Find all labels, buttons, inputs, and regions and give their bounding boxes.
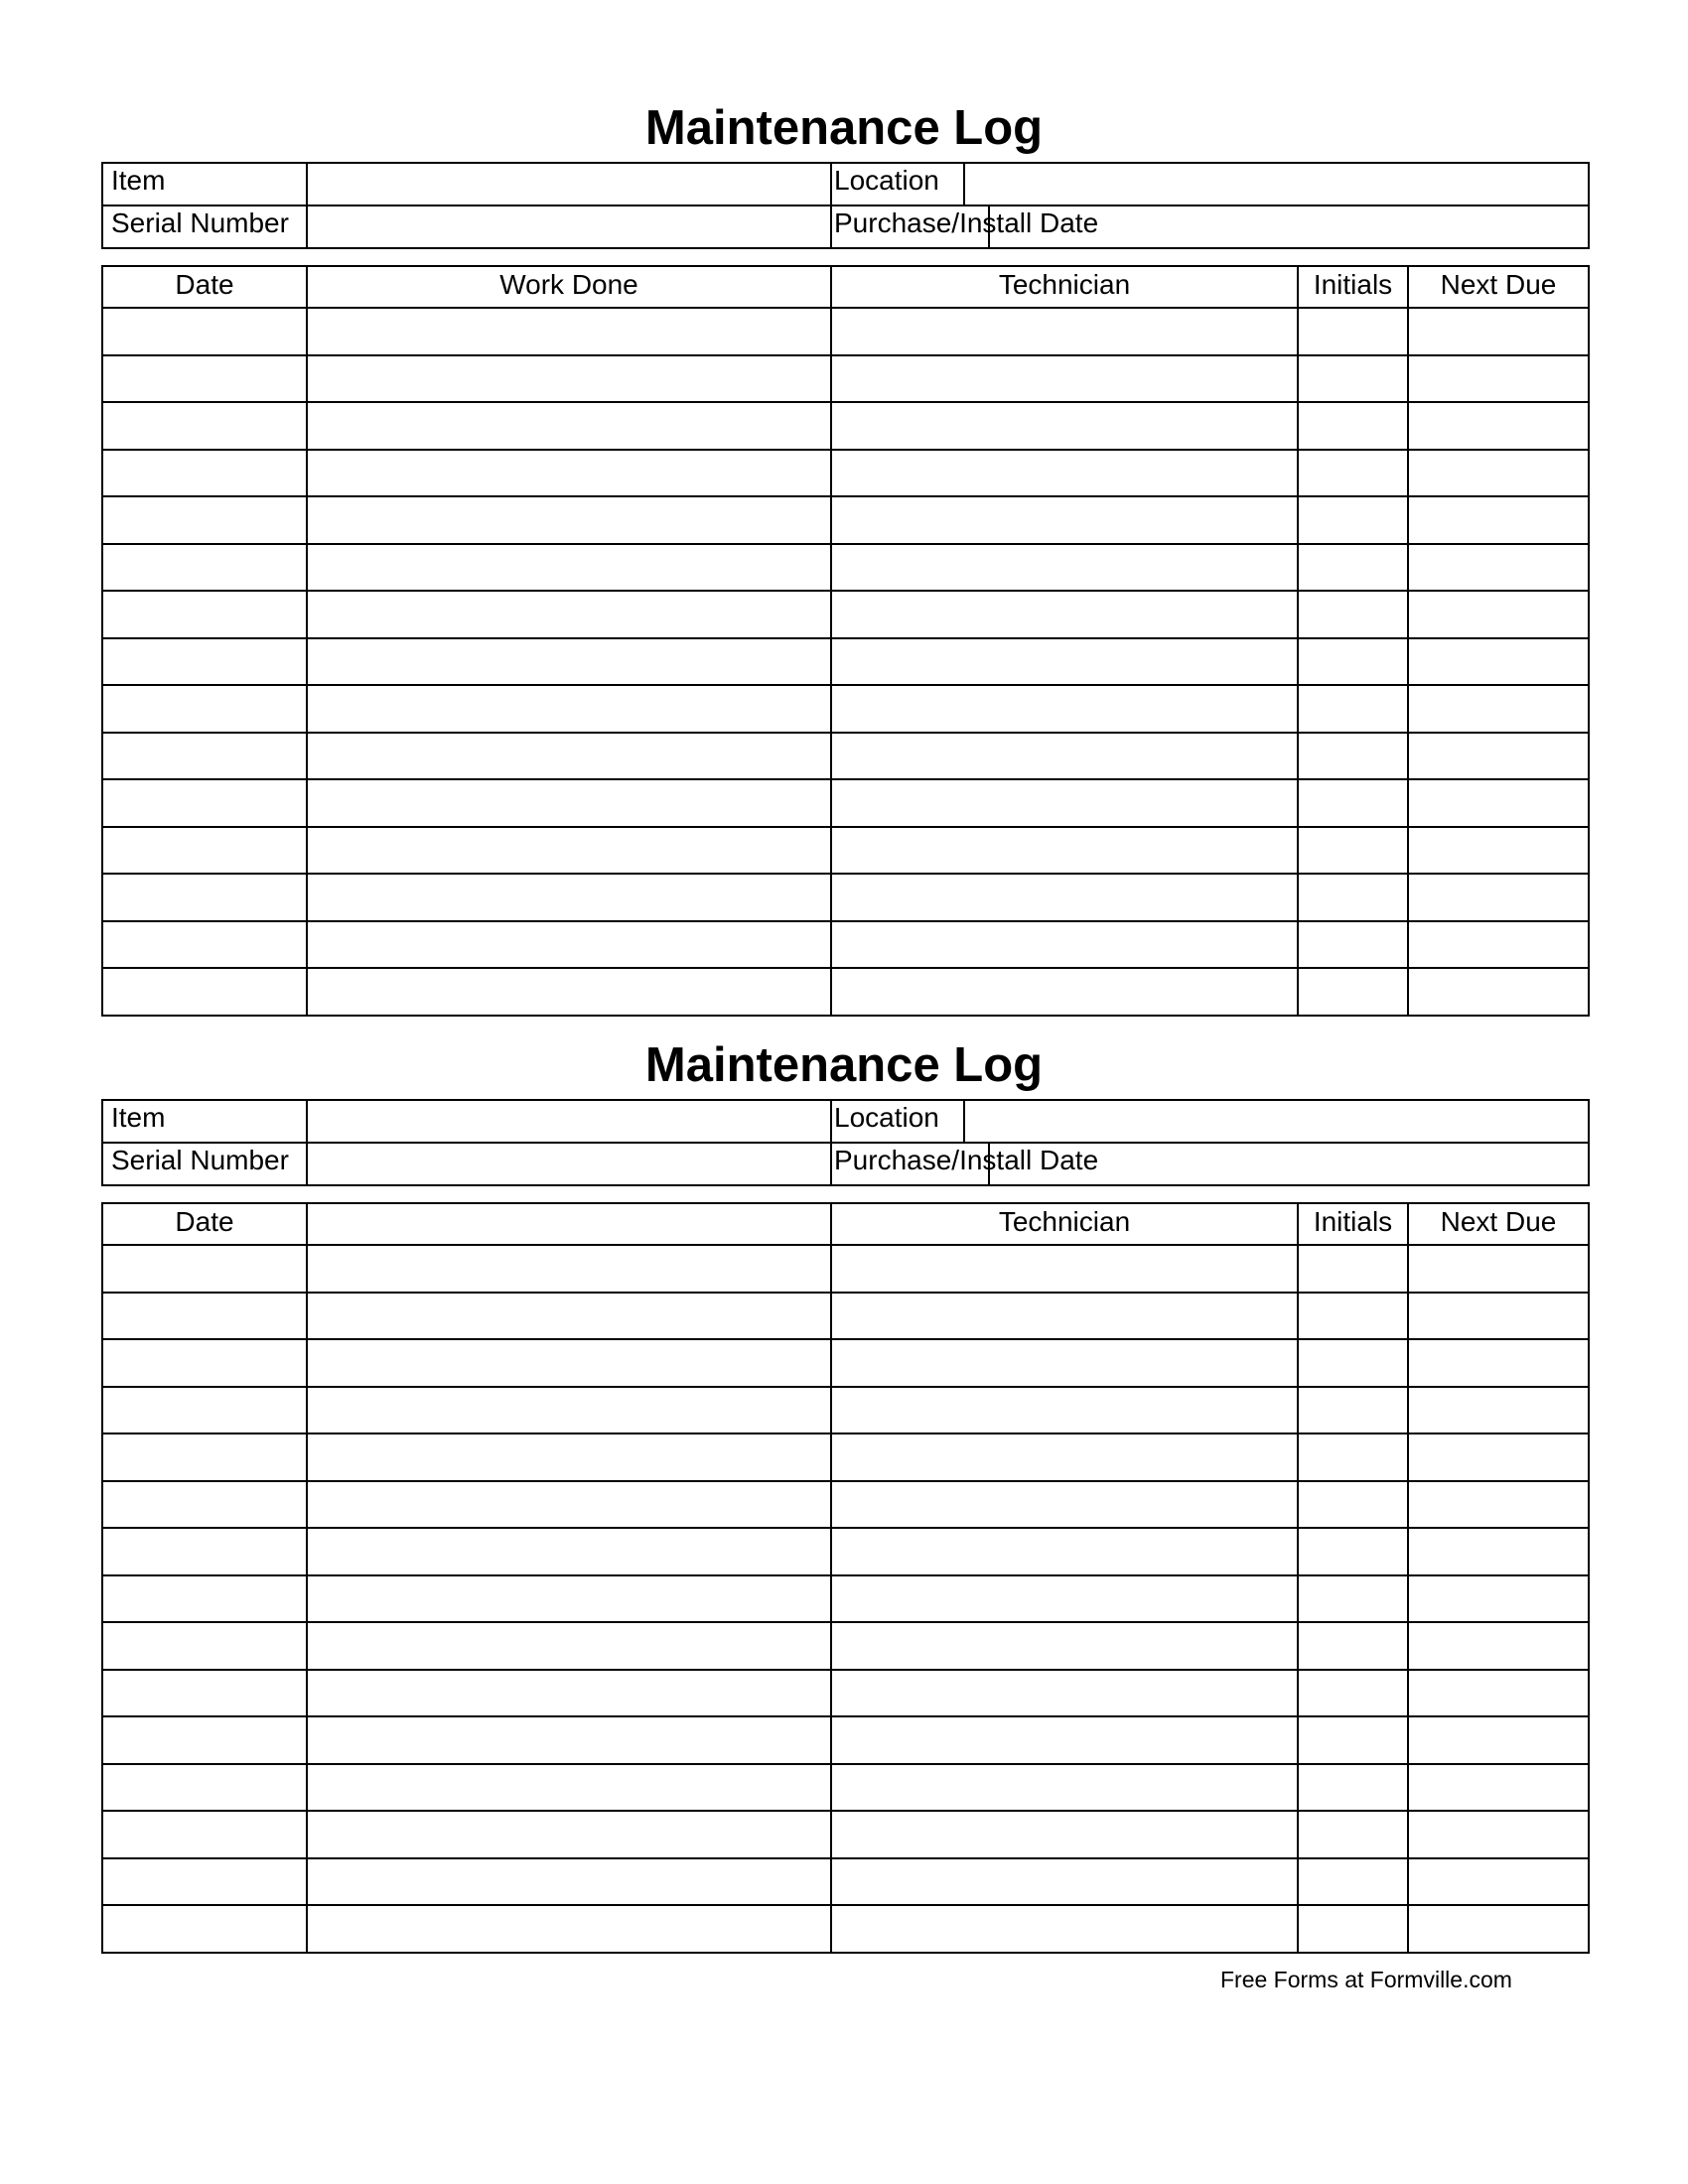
technician-cell[interactable] xyxy=(831,1905,1298,1953)
next-due-cell[interactable] xyxy=(1408,968,1589,1016)
log-row xyxy=(102,1811,1589,1858)
date-cell[interactable] xyxy=(102,496,307,544)
work-done-cell[interactable] xyxy=(307,1293,831,1340)
form1-column-header-date: Date xyxy=(102,266,307,308)
technician-cell[interactable] xyxy=(831,1245,1298,1293)
form1-column-header-next-due: Next Due xyxy=(1408,266,1589,308)
work-done-cell[interactable] xyxy=(307,1858,831,1906)
next-due-cell[interactable] xyxy=(1408,544,1589,592)
initials-cell[interactable] xyxy=(1298,402,1408,450)
form2-title: Maintenance Log xyxy=(644,1038,1044,1092)
technician-cell[interactable] xyxy=(831,1481,1298,1529)
technician-cell[interactable] xyxy=(831,1339,1298,1387)
next-due-cell[interactable] xyxy=(1408,308,1589,355)
initials-cell[interactable] xyxy=(1298,1764,1408,1812)
next-due-cell[interactable] xyxy=(1408,1293,1589,1340)
form1-purchase-install-date-label: Purchase/Install Date xyxy=(831,205,989,248)
date-cell[interactable] xyxy=(102,779,307,827)
technician-cell[interactable] xyxy=(831,1716,1298,1764)
initials-cell[interactable] xyxy=(1298,1716,1408,1764)
date-cell[interactable] xyxy=(102,1339,307,1387)
form2-location-field[interactable] xyxy=(964,1100,1589,1143)
work-done-cell[interactable] xyxy=(307,827,831,875)
form1-column-header-initials: Initials xyxy=(1298,266,1408,308)
next-due-cell[interactable] xyxy=(1408,496,1589,544)
next-due-cell[interactable] xyxy=(1408,402,1589,450)
work-done-cell[interactable] xyxy=(307,1716,831,1764)
form2-item-field[interactable] xyxy=(307,1100,831,1143)
work-done-cell[interactable] xyxy=(307,1811,831,1858)
work-done-cell[interactable] xyxy=(307,1245,831,1293)
date-cell[interactable] xyxy=(102,308,307,355)
next-due-cell[interactable] xyxy=(1408,1387,1589,1434)
form2-location-label: Location xyxy=(831,1100,964,1143)
date-cell[interactable] xyxy=(102,1811,307,1858)
technician-cell[interactable] xyxy=(831,638,1298,686)
log-row xyxy=(102,1764,1589,1812)
date-cell[interactable] xyxy=(102,733,307,780)
work-done-cell[interactable] xyxy=(307,1905,831,1953)
technician-cell[interactable] xyxy=(831,1622,1298,1670)
form2-serial-number-label: Serial Number xyxy=(102,1143,307,1185)
form1-log-header-row xyxy=(102,266,1589,308)
initials-cell[interactable] xyxy=(1298,1858,1408,1906)
technician-cell[interactable] xyxy=(831,1433,1298,1481)
next-due-cell[interactable] xyxy=(1408,1811,1589,1858)
date-cell[interactable] xyxy=(102,968,307,1016)
work-done-cell[interactable] xyxy=(307,308,831,355)
technician-cell[interactable] xyxy=(831,450,1298,497)
technician-cell[interactable] xyxy=(831,591,1298,638)
initials-cell[interactable] xyxy=(1298,638,1408,686)
initials-cell[interactable] xyxy=(1298,1905,1408,1953)
next-due-cell[interactable] xyxy=(1408,450,1589,497)
log-row xyxy=(102,308,1589,355)
next-due-cell[interactable] xyxy=(1408,1764,1589,1812)
work-done-cell[interactable] xyxy=(307,874,831,921)
initials-cell[interactable] xyxy=(1298,1387,1408,1434)
work-done-cell[interactable] xyxy=(307,638,831,686)
form2-log-body xyxy=(102,1245,1589,1953)
log-row xyxy=(102,779,1589,827)
next-due-cell[interactable] xyxy=(1408,1575,1589,1623)
initials-cell[interactable] xyxy=(1298,355,1408,403)
log-row xyxy=(102,1387,1589,1434)
log-row xyxy=(102,591,1589,638)
next-due-cell[interactable] xyxy=(1408,685,1589,733)
date-cell[interactable] xyxy=(102,544,307,592)
work-done-cell[interactable] xyxy=(307,544,831,592)
form1-title: Maintenance Log xyxy=(644,101,1044,155)
next-due-cell[interactable] xyxy=(1408,1858,1589,1906)
work-done-cell[interactable] xyxy=(307,733,831,780)
form1-location-field[interactable] xyxy=(964,163,1589,205)
log-row xyxy=(102,450,1589,497)
work-done-cell[interactable] xyxy=(307,921,831,969)
form1-item-label: Item xyxy=(102,163,307,205)
work-done-cell[interactable] xyxy=(307,1528,831,1575)
date-cell[interactable] xyxy=(102,1622,307,1670)
work-done-cell[interactable] xyxy=(307,968,831,1016)
initials-cell[interactable] xyxy=(1298,1811,1408,1858)
log-row xyxy=(102,1670,1589,1717)
form2-column-header-initials: Initials xyxy=(1298,1203,1408,1245)
form1-info-row-serial xyxy=(102,205,1589,248)
work-done-cell[interactable] xyxy=(307,450,831,497)
technician-cell[interactable] xyxy=(831,1858,1298,1906)
date-cell[interactable] xyxy=(102,1716,307,1764)
date-cell[interactable] xyxy=(102,921,307,969)
log-row xyxy=(102,968,1589,1016)
work-done-cell[interactable] xyxy=(307,402,831,450)
technician-cell[interactable] xyxy=(831,1293,1298,1340)
form2-info-row-item xyxy=(102,1100,1589,1143)
initials-cell[interactable] xyxy=(1298,1433,1408,1481)
date-cell[interactable] xyxy=(102,1293,307,1340)
date-cell[interactable] xyxy=(102,1905,307,1953)
form2-info-table xyxy=(101,1099,1590,1186)
work-done-cell[interactable] xyxy=(307,1670,831,1717)
work-done-cell[interactable] xyxy=(307,1575,831,1623)
form1-info-row-item xyxy=(102,163,1589,205)
log-row xyxy=(102,1481,1589,1529)
form1-info-table xyxy=(101,162,1590,249)
log-row xyxy=(102,685,1589,733)
next-due-cell[interactable] xyxy=(1408,1670,1589,1717)
date-cell[interactable] xyxy=(102,874,307,921)
next-due-cell[interactable] xyxy=(1408,355,1589,403)
work-done-cell[interactable] xyxy=(307,496,831,544)
date-cell[interactable] xyxy=(102,591,307,638)
work-done-cell[interactable] xyxy=(307,1339,831,1387)
form2-purchase-install-date-label: Purchase/Install Date xyxy=(831,1143,989,1185)
initials-cell[interactable] xyxy=(1298,685,1408,733)
date-cell[interactable] xyxy=(102,1387,307,1434)
form1-column-header-work-done: Work Done xyxy=(307,266,831,308)
log-row xyxy=(102,402,1589,450)
initials-cell[interactable] xyxy=(1298,544,1408,592)
next-due-cell[interactable] xyxy=(1408,874,1589,921)
next-due-cell[interactable] xyxy=(1408,591,1589,638)
log-row xyxy=(102,1433,1589,1481)
technician-cell[interactable] xyxy=(831,1764,1298,1812)
log-row xyxy=(102,1245,1589,1293)
next-due-cell[interactable] xyxy=(1408,1716,1589,1764)
next-due-cell[interactable] xyxy=(1408,1245,1589,1293)
initials-cell[interactable] xyxy=(1298,1293,1408,1340)
technician-cell[interactable] xyxy=(831,921,1298,969)
form2-serial-number-field[interactable] xyxy=(307,1143,831,1185)
next-due-cell[interactable] xyxy=(1408,827,1589,875)
initials-cell[interactable] xyxy=(1298,1670,1408,1717)
date-cell[interactable] xyxy=(102,1764,307,1812)
initials-cell[interactable] xyxy=(1298,1339,1408,1387)
initials-cell[interactable] xyxy=(1298,921,1408,969)
initials-cell[interactable] xyxy=(1298,827,1408,875)
next-due-cell[interactable] xyxy=(1408,1339,1589,1387)
log-row xyxy=(102,1858,1589,1906)
date-cell[interactable] xyxy=(102,355,307,403)
next-due-cell[interactable] xyxy=(1408,921,1589,969)
next-due-cell[interactable] xyxy=(1408,1528,1589,1575)
initials-cell[interactable] xyxy=(1298,1481,1408,1529)
date-cell[interactable] xyxy=(102,1528,307,1575)
next-due-cell[interactable] xyxy=(1408,1481,1589,1529)
date-cell[interactable] xyxy=(102,1670,307,1717)
initials-cell[interactable] xyxy=(1298,496,1408,544)
form2-log-table xyxy=(101,1202,1590,1954)
form2-column-header-technician: Technician xyxy=(831,1203,1298,1245)
form1-item-field[interactable] xyxy=(307,163,831,205)
footer-credit: Free Forms at Formville.com xyxy=(1220,1967,1512,1992)
technician-cell[interactable] xyxy=(831,685,1298,733)
initials-cell[interactable] xyxy=(1298,1528,1408,1575)
initials-cell[interactable] xyxy=(1298,1575,1408,1623)
form2-info-row-serial xyxy=(102,1143,1589,1185)
next-due-cell[interactable] xyxy=(1408,1905,1589,1953)
next-due-cell[interactable] xyxy=(1408,1433,1589,1481)
work-done-cell[interactable] xyxy=(307,779,831,827)
technician-cell[interactable] xyxy=(831,968,1298,1016)
initials-cell[interactable] xyxy=(1298,308,1408,355)
log-row xyxy=(102,1575,1589,1623)
form1-location-label: Location xyxy=(831,163,964,205)
next-due-cell[interactable] xyxy=(1408,638,1589,686)
technician-cell[interactable] xyxy=(831,1811,1298,1858)
technician-cell[interactable] xyxy=(831,402,1298,450)
form1-serial-number-label: Serial Number xyxy=(102,205,307,248)
date-cell[interactable] xyxy=(102,1575,307,1623)
technician-cell[interactable] xyxy=(831,308,1298,355)
next-due-cell[interactable] xyxy=(1408,1622,1589,1670)
technician-cell[interactable] xyxy=(831,1528,1298,1575)
form2-column-header-next-due: Next Due xyxy=(1408,1203,1589,1245)
work-done-cell[interactable] xyxy=(307,355,831,403)
date-cell[interactable] xyxy=(102,402,307,450)
log-row xyxy=(102,1339,1589,1387)
log-row xyxy=(102,496,1589,544)
log-row xyxy=(102,1716,1589,1764)
next-due-cell[interactable] xyxy=(1408,779,1589,827)
date-cell[interactable] xyxy=(102,1433,307,1481)
work-done-cell[interactable] xyxy=(307,1433,831,1481)
next-due-cell[interactable] xyxy=(1408,733,1589,780)
technician-cell[interactable] xyxy=(831,874,1298,921)
log-row xyxy=(102,638,1589,686)
work-done-cell[interactable] xyxy=(307,685,831,733)
technician-cell[interactable] xyxy=(831,544,1298,592)
log-row xyxy=(102,874,1589,921)
initials-cell[interactable] xyxy=(1298,874,1408,921)
form1-serial-number-field[interactable] xyxy=(307,205,831,248)
initials-cell[interactable] xyxy=(1298,733,1408,780)
date-cell[interactable] xyxy=(102,1858,307,1906)
work-done-cell[interactable] xyxy=(307,1387,831,1434)
form1-log-table xyxy=(101,265,1590,1017)
form2-item-label: Item xyxy=(102,1100,307,1143)
technician-cell[interactable] xyxy=(831,496,1298,544)
initials-cell[interactable] xyxy=(1298,1622,1408,1670)
log-row xyxy=(102,544,1589,592)
date-cell[interactable] xyxy=(102,1245,307,1293)
log-row xyxy=(102,921,1589,969)
log-row xyxy=(102,1622,1589,1670)
form2-log-header-row xyxy=(102,1203,1589,1245)
form1-column-header-technician: Technician xyxy=(831,266,1298,308)
form2-column-header-work-done xyxy=(307,1203,831,1245)
initials-cell[interactable] xyxy=(1298,450,1408,497)
technician-cell[interactable] xyxy=(831,733,1298,780)
initials-cell[interactable] xyxy=(1298,591,1408,638)
form2-column-header-date: Date xyxy=(102,1203,307,1245)
log-row xyxy=(102,1293,1589,1340)
log-row xyxy=(102,355,1589,403)
initials-cell[interactable] xyxy=(1298,1245,1408,1293)
log-row xyxy=(102,1905,1589,1953)
date-cell[interactable] xyxy=(102,827,307,875)
date-cell[interactable] xyxy=(102,450,307,497)
log-row xyxy=(102,1528,1589,1575)
work-done-cell[interactable] xyxy=(307,591,831,638)
technician-cell[interactable] xyxy=(831,1670,1298,1717)
work-done-cell[interactable] xyxy=(307,1622,831,1670)
date-cell[interactable] xyxy=(102,685,307,733)
date-cell[interactable] xyxy=(102,1481,307,1529)
initials-cell[interactable] xyxy=(1298,779,1408,827)
work-done-cell[interactable] xyxy=(307,1481,831,1529)
initials-cell[interactable] xyxy=(1298,968,1408,1016)
technician-cell[interactable] xyxy=(831,355,1298,403)
technician-cell[interactable] xyxy=(831,1575,1298,1623)
form1-log-body xyxy=(102,308,1589,1016)
technician-cell[interactable] xyxy=(831,827,1298,875)
log-row xyxy=(102,733,1589,780)
date-cell[interactable] xyxy=(102,638,307,686)
technician-cell[interactable] xyxy=(831,1387,1298,1434)
log-row xyxy=(102,827,1589,875)
technician-cell[interactable] xyxy=(831,779,1298,827)
work-done-cell[interactable] xyxy=(307,1764,831,1812)
